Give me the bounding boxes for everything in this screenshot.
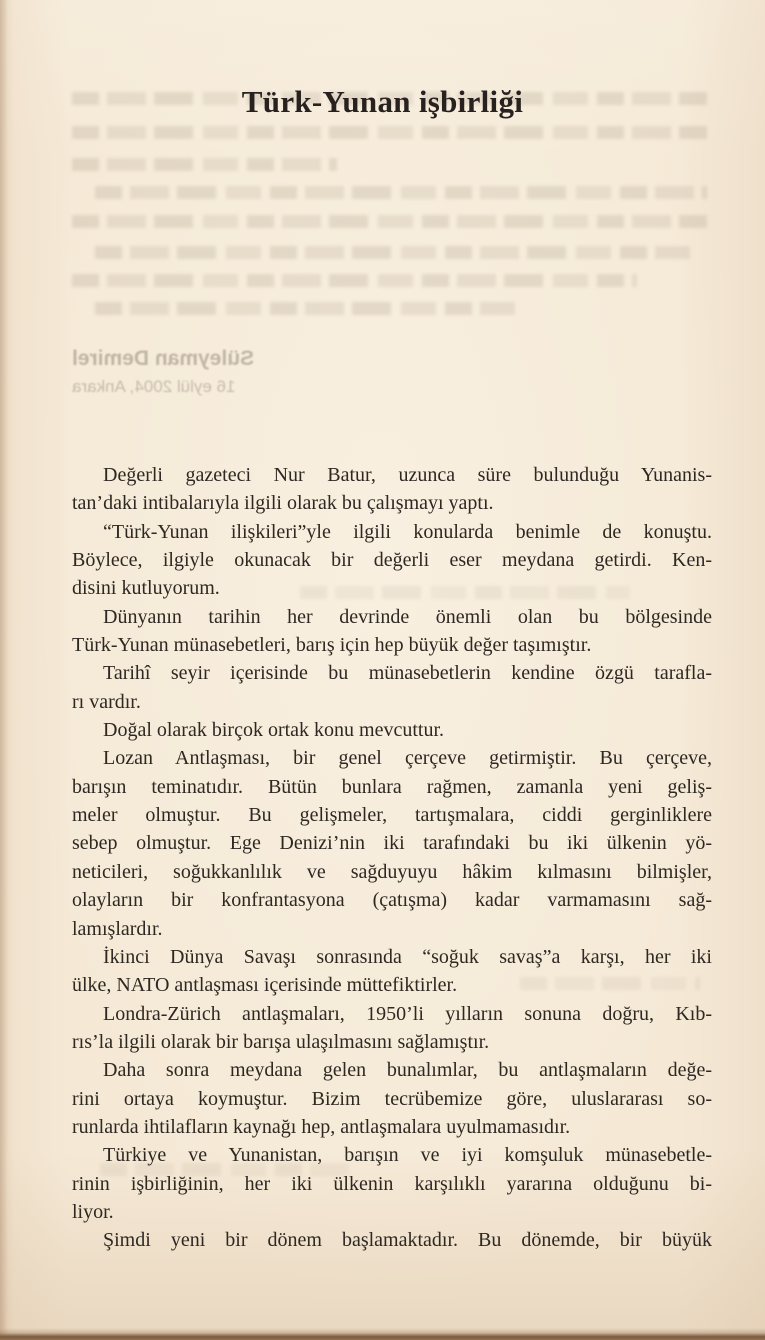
text-line: Türkiye ve Yunanistan, barışın ve iyi komşuluk münasebetle-: [103, 1144, 712, 1167]
text-line: neticileri, soğukkanlılık ve sağduyuyu hâkim kılmasını bilmişler,: [72, 860, 712, 883]
text-line: Londra-Zürich antlaşmaları, 1950’li yılların sonuna doğru, Kıb-: [103, 1002, 712, 1025]
text-line: Tarihî seyir içerisinde bu münasebetlerin kendine özgü tarafla-: [103, 662, 712, 685]
text-line: ülke, NATO antlaşması içerisinde müttefiktirler.: [72, 974, 458, 997]
bleed-through-line: [95, 246, 690, 259]
text-line: rıs’la ilgili olarak bir barışa ulaşılmasını sağlamıştır.: [72, 1030, 490, 1053]
bleed-through-date: 16 eylül 2004, Ankara: [72, 377, 236, 396]
text-line: rini ortaya koymuştur. Bizim tecrübemize göre, uluslararası so-: [72, 1087, 712, 1110]
text-line: liyor.: [72, 1200, 114, 1223]
text-line: rinin işbirliğinin, her iki ülkenin karşılıklı yararına olduğunu bi-: [72, 1172, 712, 1195]
bleed-through-line: [95, 302, 515, 315]
text-line: Türk-Yunan münasebetleri, barış için hep büyük değer taşımıştır.: [72, 634, 592, 657]
bleed-through-line: [72, 158, 337, 171]
bleed-through-line: [95, 186, 707, 199]
text-line: meler olmuştur. Bu gelişmeler, tartışmalara, ciddi gerginliklere: [72, 804, 712, 827]
text-line: “Türk-Yunan ilişkileri”yle ilgili konularda benimle de konuştu.: [103, 520, 712, 543]
text-line: runlarda ihtilafların kaynağı hep, antlaşmalara uyulmamasıdır.: [72, 1115, 571, 1138]
bleed-through-line: [72, 126, 707, 139]
text-line: sebep olmuştur. Ege Denizi’nin iki tarafındaki bu iki ülkenin yö-: [72, 832, 712, 855]
body-text: [72, 461, 712, 1255]
bleed-through-line: [72, 274, 637, 287]
text-line: olayların bir konfrantasyona (çatışma) kadar varmamasını sağ-: [72, 889, 712, 912]
text-line: Doğal olarak birçok ortak konu mevcuttur.: [103, 719, 445, 742]
text-line: Daha sonra meydana gelen bunalımlar, bu antlaşmaların değe-: [103, 1059, 712, 1082]
text-line: disini kutluyorum.: [72, 577, 220, 600]
text-line: tan’daki intibalarıyla ilgili olarak bu çalışmayı yaptı.: [72, 492, 494, 515]
text-line: Böylece, ilgiyle okunacak bir değerli eser meydana getirdi. Ken-: [72, 549, 712, 572]
text-line: Değerli gazeteci Nur Batur, uzunca süre bulunduğu Yunanis-: [103, 464, 712, 486]
bleed-through-line: [72, 215, 707, 228]
text-line: rı vardır.: [72, 690, 141, 713]
page-bottom-edge: [0, 1328, 765, 1340]
text-line: lamışlardır.: [72, 917, 163, 940]
text-line: Lozan Antlaşması, bir genel çerçeve getirmiştir. Bu çerçeve,: [103, 747, 712, 770]
text-line: barışın teminatıdır. Bütün bunlara rağmen, zamanla yeni geliş-: [72, 775, 712, 798]
text-line: İkinci Dünya Savaşı sonrasında “soğuk savaş”a karşı, her iki: [103, 945, 712, 968]
bleed-through-signature: Süleyman Demirel: [72, 347, 255, 370]
chapter-title: Türk-Yunan işbirliği: [241, 84, 524, 119]
page-left-shadow: [0, 0, 8, 1340]
text-line: Şimdi yeni bir dönem başlamaktadır. Bu dönemde, bir büyük: [103, 1229, 712, 1252]
text-line: Dünyanın tarihin her devrinde önemli olan bu bölgesinde: [103, 605, 712, 628]
